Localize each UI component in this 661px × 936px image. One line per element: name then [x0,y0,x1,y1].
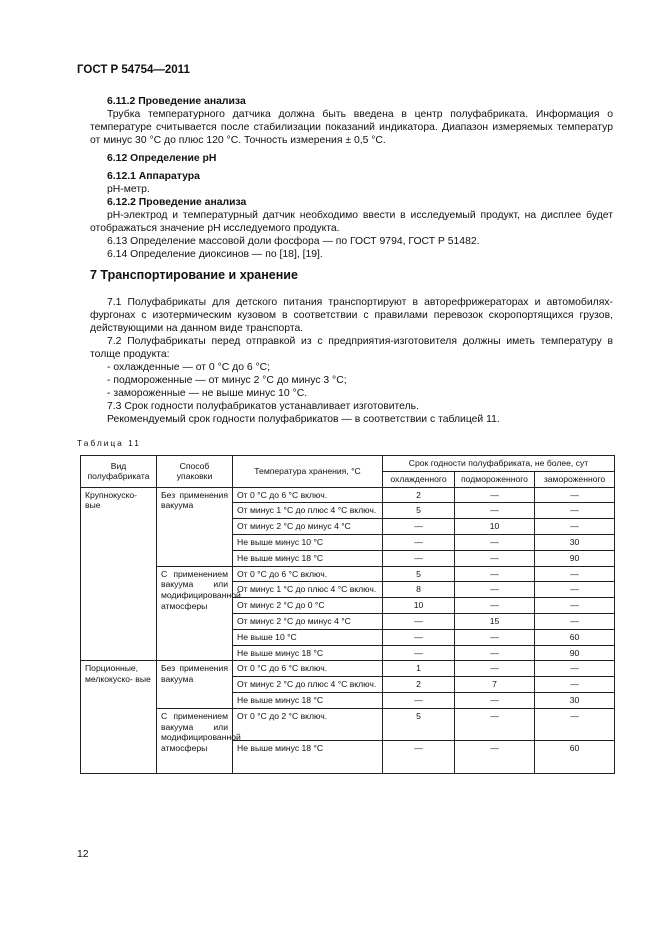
list-item: - замороженные — не выше минус 10 °С. [107,388,308,399]
cell-frozen: — [535,566,615,582]
cell-frozen: — [535,487,615,503]
cell-chilled: — [383,645,455,661]
cell-temperature: От минус 2 °С до 0 °С [233,598,383,614]
cell-chilled: — [383,550,455,566]
cell-subfrozen: — [455,550,535,566]
cell-temperature: От 0 °С до 6 °С включ. [233,661,383,677]
cell-temperature: Не выше минус 10 °С [233,534,383,550]
section-7-block [90,296,613,426]
cell-temperature: От 0 °С до 6 °С включ. [233,566,383,582]
cell-packing: С применением вакуума или модифицированной атмосферы [157,566,233,661]
cell-subfrozen: 15 [455,613,535,629]
text-7-1: 7.1 Полуфабрикаты для детского питания транспортируют в авторефрижераторах и автомобилях-фургонах с изотермическим кузовом в соответствии с правилами перевозок скоропортящихся грузов, действующими на данном виде транспорта. [90,297,613,334]
cell-chilled: — [383,613,455,629]
header-type: Вид полуфабриката [81,456,157,488]
cell-temperature: От 0 °С до 6 °С включ. [233,487,383,503]
cell-packing: Без применения вакуума [157,487,233,566]
heading-6-12-2: 6.12.2 Проведение анализа [107,197,247,208]
cell-subfrozen: — [455,534,535,550]
cell-subfrozen: — [455,487,535,503]
cell-product-type: Порционные, мелкокуско- вые [81,661,157,773]
table-row [81,661,615,677]
cell-frozen: 90 [535,550,615,566]
text-6-11-2: Трубка температурного датчика должна быть введена в центр полуфабриката. Информация о температуре считывается после стабилизации показаний индикатора. Диапазон измеряемых температур от минус 30 °С до плюс 120 °С. Точность измерения ± 0,5 °С. [90,109,613,146]
cell-frozen: — [535,661,615,677]
cell-packing: Без применения вакуума [157,661,233,708]
cell-frozen: — [535,503,615,519]
page-number: 12 [77,849,89,860]
section-7-heading: 7 Транспортирование и хранение [90,268,298,282]
cell-chilled: 1 [383,661,455,677]
cell-frozen: — [535,708,615,741]
cell-temperature: От 0 °С до 2 °С включ. [233,708,383,741]
list-item: - подмороженные — от минус 2 °С до минус 3 °С; [107,375,347,386]
text-6-14: 6.14 Определение диоксинов — по [18], [19]. [107,249,323,260]
cell-frozen: — [535,582,615,598]
cell-chilled: — [383,519,455,535]
cell-temperature: Не выше минус 18 °С [233,550,383,566]
cell-subfrozen: — [455,629,535,645]
cell-frozen: — [535,677,615,693]
cell-subfrozen: — [455,692,535,708]
cell-temperature: Не выше минус 18 °С [233,741,383,774]
cell-frozen: — [535,598,615,614]
header-packing: Способ упаковки [157,456,233,488]
cell-subfrozen: — [455,708,535,741]
cell-frozen: 60 [535,741,615,774]
text-7-3: 7.3 Срок годности полуфабрикатов устанавливает изготовитель. [107,401,419,412]
text-7-2: 7.2 Полуфабрикаты перед отправкой из с предприятия-изготовителя должны иметь температуру в толще продукта: [90,336,613,360]
cell-product-type: Крупнокуско- вые [81,487,157,661]
cell-subfrozen: — [455,582,535,598]
cell-subfrozen: — [455,741,535,774]
cell-frozen: 30 [535,534,615,550]
cell-chilled: 5 [383,503,455,519]
cell-packing: С применением вакуума или модифицированной атмосферы [157,708,233,773]
cell-subfrozen: — [455,661,535,677]
cell-frozen: 30 [535,692,615,708]
shelf-life-table [80,455,615,774]
cell-temperature: От минус 1 °С до плюс 4 °С включ. [233,503,383,519]
cell-chilled: 2 [383,487,455,503]
cell-frozen: — [535,519,615,535]
text-6-12-1: рН-метр. [107,184,150,195]
header-chilled: охлажденного [383,471,455,487]
table-row [81,487,615,503]
cell-subfrozen: 10 [455,519,535,535]
cell-subfrozen: 7 [455,677,535,693]
header-frozen: замороженного [535,471,615,487]
cell-chilled: 2 [383,677,455,693]
cell-subfrozen: — [455,645,535,661]
cell-temperature: От минус 2 °С до плюс 4 °С включ. [233,677,383,693]
cell-frozen: 60 [535,629,615,645]
cell-frozen: 90 [535,645,615,661]
cell-subfrozen: — [455,503,535,519]
cell-frozen: — [535,613,615,629]
header-subfrozen: подмороженного [455,471,535,487]
text-recommended: Рекомендуемый срок годности полуфабрикатов — в соответствии с таблицей 11. [107,414,500,425]
cell-temperature: Не выше минус 18 °С [233,645,383,661]
heading-6-12-1: 6.12.1 Аппаратура [107,171,200,182]
cell-temperature: От минус 2 °С до минус 4 °С [233,613,383,629]
cell-chilled: 5 [383,708,455,741]
table-caption: Таблица 11 [77,438,141,448]
cell-chilled: — [383,741,455,774]
cell-temperature: Не выше минус 18 °С [233,692,383,708]
list-item: - охлажденные — от 0 °С до 6 °С; [107,362,271,373]
table-row [81,708,615,741]
cell-temperature: От минус 1 °С до плюс 4 °С включ. [233,582,383,598]
cell-temperature: От минус 2 °С до минус 4 °С [233,519,383,535]
header-shelf-life: Срок годности полуфабриката, не более, сут [383,456,615,472]
cell-subfrozen: — [455,598,535,614]
text-6-13: 6.13 Определение массовой доли фосфора — по ГОСТ 9794, ГОСТ Р 51482. [107,236,480,247]
heading-6-12: 6.12 Определение рН [107,153,217,164]
table-row [81,566,615,582]
cell-chilled: — [383,692,455,708]
section-6-block [90,95,613,261]
cell-chilled: — [383,534,455,550]
cell-temperature: Не выше 10 °С [233,629,383,645]
cell-subfrozen: — [455,566,535,582]
cell-chilled: 5 [383,566,455,582]
heading-6-11-2: 6.11.2 Проведение анализа [107,96,246,107]
cell-chilled: 10 [383,598,455,614]
text-6-12-2: рН-электрод и температурный датчик необходимо ввести в исследуемый продукт, на дисплее будет отображаться значение рН исследуемого продукта. [90,210,613,234]
header-temperature: Температура хранения, °С [233,456,383,488]
standard-header: ГОСТ Р 54754—2011 [77,64,190,76]
cell-chilled: — [383,629,455,645]
cell-chilled: 8 [383,582,455,598]
